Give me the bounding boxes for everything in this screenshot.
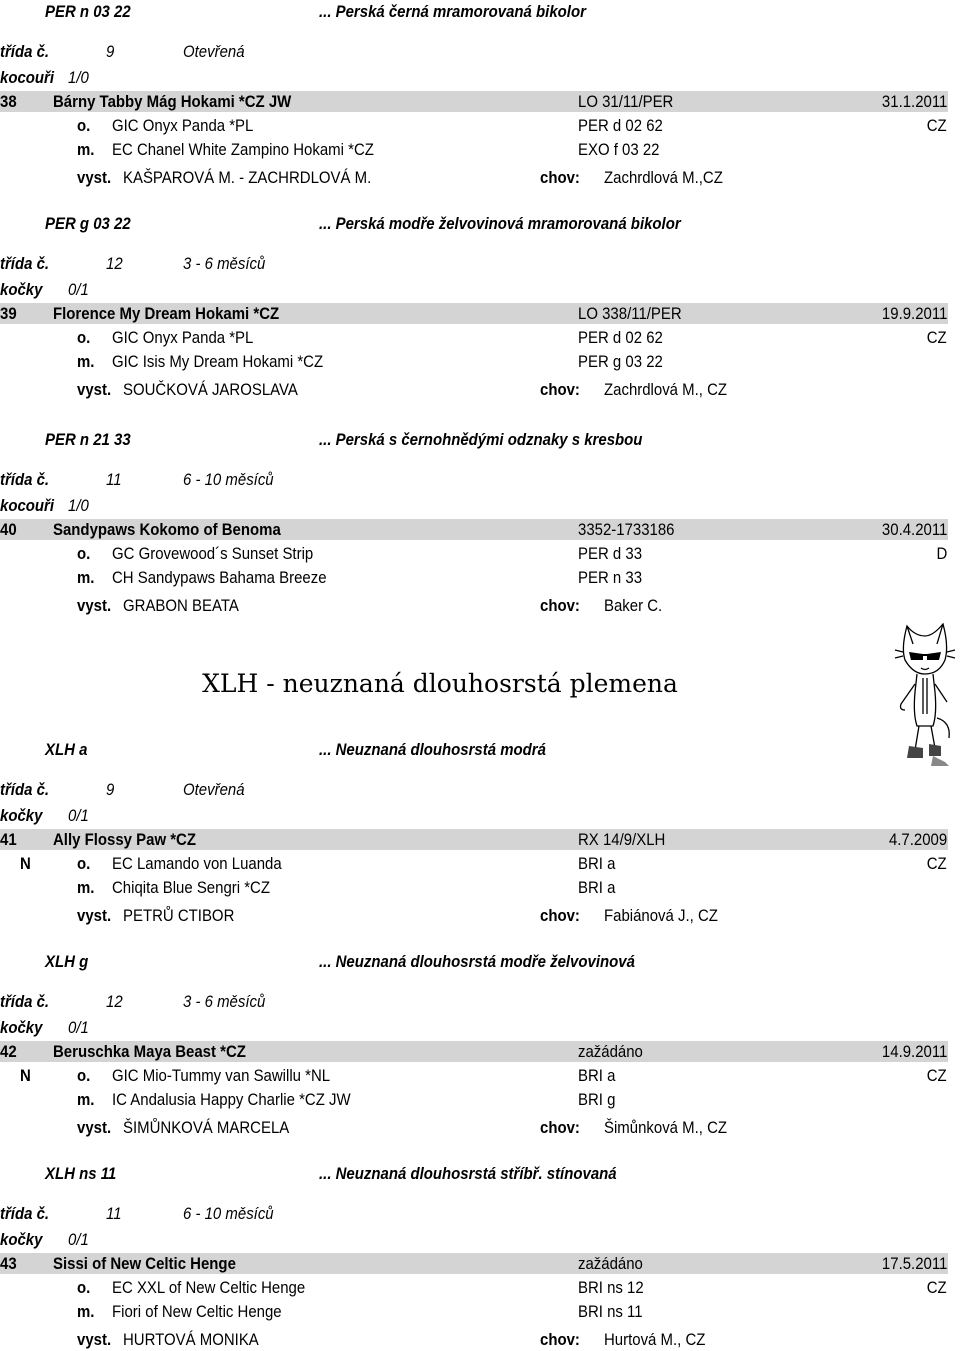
entry-registration: LO 31/11/PER bbox=[578, 92, 674, 111]
entry-number: 38 bbox=[0, 92, 17, 111]
breeder-label: vyst. bbox=[77, 1330, 112, 1349]
class-label: třída č. bbox=[0, 992, 50, 1011]
entry-cat-name: Bárny Tabby Mág Hokami *CZ JW bbox=[53, 92, 292, 111]
father-label: o. bbox=[77, 544, 91, 563]
sex-count: 0/1 bbox=[68, 806, 89, 825]
father-ems: PER d 02 62 bbox=[578, 116, 663, 135]
mother-label: m. bbox=[77, 1302, 95, 1321]
sex-count: 0/1 bbox=[68, 280, 89, 299]
class-number: 9 bbox=[106, 780, 115, 799]
mother-name: Chiqita Blue Sengri *CZ bbox=[112, 878, 270, 897]
entry-cat-name: Florence My Dream Hokami *CZ bbox=[53, 304, 280, 323]
breed-code: XLH ns 11 bbox=[45, 1164, 117, 1183]
sex-label: kocouři bbox=[0, 68, 55, 87]
father-label: o. bbox=[77, 116, 91, 135]
class-name: 3 - 6 měsíců bbox=[183, 992, 266, 1011]
entry-birth-date: 19.9.2011 bbox=[881, 304, 947, 323]
class-label: třída č. bbox=[0, 780, 50, 799]
owner-label: chov: bbox=[540, 1118, 580, 1137]
sex-label: kocouři bbox=[0, 496, 55, 515]
breeder-name: KAŠPAROVÁ M. - ZACHRDLOVÁ M. bbox=[123, 168, 372, 187]
father-country: CZ bbox=[927, 1066, 947, 1085]
class-number: 9 bbox=[106, 42, 115, 61]
entry-number: 43 bbox=[0, 1254, 17, 1273]
mother-ems: BRI a bbox=[578, 878, 616, 897]
owner-name: Baker C. bbox=[604, 596, 663, 615]
entry-mark: N bbox=[20, 854, 31, 873]
father-country: CZ bbox=[927, 854, 947, 873]
mother-ems: PER n 33 bbox=[578, 568, 643, 587]
mother-ems: PER g 03 22 bbox=[578, 352, 663, 371]
father-label: o. bbox=[77, 1066, 91, 1085]
class-number: 11 bbox=[106, 470, 122, 489]
class-number: 11 bbox=[106, 1204, 122, 1223]
class-label: třída č. bbox=[0, 42, 50, 61]
father-name: GC Grovewood´s Sunset Strip bbox=[112, 544, 314, 563]
father-country: CZ bbox=[927, 116, 947, 135]
entry-registration: LO 338/11/PER bbox=[578, 304, 682, 323]
breeder-label: vyst. bbox=[77, 168, 112, 187]
entry-cat-name: Ally Flossy Paw *CZ bbox=[53, 830, 196, 849]
father-ems: BRI ns 12 bbox=[578, 1278, 644, 1297]
mother-label: m. bbox=[77, 352, 95, 371]
class-number: 12 bbox=[106, 992, 123, 1011]
class-name: 3 - 6 měsíců bbox=[183, 254, 266, 273]
entry-birth-date: 31.1.2011 bbox=[881, 92, 947, 111]
mother-label: m. bbox=[77, 140, 95, 159]
entry-registration: RX 14/9/XLH bbox=[578, 830, 666, 849]
sex-count: 1/0 bbox=[68, 68, 89, 87]
breeder-label: vyst. bbox=[77, 380, 112, 399]
entry-registration: zažádáno bbox=[578, 1254, 643, 1273]
owner-label: chov: bbox=[540, 596, 580, 615]
entry-birth-date: 17.5.2011 bbox=[881, 1254, 947, 1273]
mother-name: Fiori of New Celtic Henge bbox=[112, 1302, 282, 1321]
mother-label: m. bbox=[77, 568, 95, 587]
father-name: EC Lamando von Luanda bbox=[112, 854, 282, 873]
class-name: Otevřená bbox=[183, 780, 245, 799]
breed-description: ... Neuznaná dlouhosrstá modře želvovinová bbox=[319, 952, 635, 971]
breeder-name: PETRŮ CTIBOR bbox=[123, 906, 235, 925]
sex-label: kočky bbox=[0, 806, 43, 825]
owner-label: chov: bbox=[540, 380, 580, 399]
sex-count: 0/1 bbox=[68, 1230, 89, 1249]
entry-number: 39 bbox=[0, 304, 17, 323]
sex-label: kočky bbox=[0, 1018, 43, 1037]
breeder-label: vyst. bbox=[77, 1118, 112, 1137]
breed-code: XLH g bbox=[45, 952, 89, 971]
entry-mark: N bbox=[20, 1066, 31, 1085]
class-label: třída č. bbox=[0, 470, 50, 489]
breed-code: XLH a bbox=[45, 740, 88, 759]
mother-label: m. bbox=[77, 1090, 95, 1109]
sex-count: 1/0 bbox=[68, 496, 89, 515]
breed-description: ... Perská s černohnědými odznaky s kresbou bbox=[319, 430, 643, 449]
entry-number: 42 bbox=[0, 1042, 17, 1061]
mother-name: GIC Isis My Dream Hokami *CZ bbox=[112, 352, 324, 371]
owner-name: Šimůnková M., CZ bbox=[604, 1118, 728, 1137]
breed-description: ... Perská modře želvovinová mramorovaná bikolor bbox=[319, 214, 681, 233]
mother-name: CH Sandypaws Bahama Breeze bbox=[112, 568, 327, 587]
father-ems: PER d 02 62 bbox=[578, 328, 663, 347]
class-label: třída č. bbox=[0, 1204, 50, 1223]
father-country: CZ bbox=[927, 328, 947, 347]
class-number: 12 bbox=[106, 254, 123, 273]
mother-name: EC Chanel White Zampino Hokami *CZ bbox=[112, 140, 374, 159]
owner-name: Zachrdlová M.,CZ bbox=[604, 168, 723, 187]
breed-description: ... Neuznaná dlouhosrstá stříbř. stínovaná bbox=[319, 1164, 617, 1183]
entry-number: 40 bbox=[0, 520, 17, 539]
father-ems: PER d 33 bbox=[578, 544, 643, 563]
father-label: o. bbox=[77, 854, 91, 873]
class-name: 6 - 10 měsíců bbox=[183, 1204, 274, 1223]
father-name: EC XXL of New Celtic Henge bbox=[112, 1278, 306, 1297]
breeder-label: vyst. bbox=[77, 906, 112, 925]
entry-birth-date: 4.7.2009 bbox=[888, 830, 947, 849]
mother-label: m. bbox=[77, 878, 95, 897]
entry-registration: zažádáno bbox=[578, 1042, 643, 1061]
owner-label: chov: bbox=[540, 1330, 580, 1349]
father-country: D bbox=[936, 544, 947, 563]
father-name: GIC Onyx Panda *PL bbox=[112, 116, 254, 135]
entry-birth-date: 14.9.2011 bbox=[881, 1042, 947, 1061]
owner-label: chov: bbox=[540, 168, 580, 187]
mother-ems: EXO f 03 22 bbox=[578, 140, 660, 159]
breed-code: PER g 03 22 bbox=[45, 214, 131, 233]
father-ems: BRI a bbox=[578, 854, 616, 873]
owner-label: chov: bbox=[540, 906, 580, 925]
owner-name: Fabiánová J., CZ bbox=[604, 906, 718, 925]
class-name: 6 - 10 měsíců bbox=[183, 470, 274, 489]
owner-name: Zachrdlová M., CZ bbox=[604, 380, 728, 399]
owner-name: Hurtová M., CZ bbox=[604, 1330, 706, 1349]
mother-ems: BRI ns 11 bbox=[578, 1302, 643, 1321]
breed-description: ... Neuznaná dlouhosrstá modrá bbox=[319, 740, 546, 759]
class-name: Otevřená bbox=[183, 42, 245, 61]
father-country: CZ bbox=[927, 1278, 947, 1297]
mother-name: IC Andalusia Happy Charlie *CZ JW bbox=[112, 1090, 351, 1109]
sex-label: kočky bbox=[0, 1230, 43, 1249]
entry-cat-name: Sandypaws Kokomo of Benoma bbox=[53, 520, 281, 539]
entry-registration: 3352-1733186 bbox=[578, 520, 675, 539]
breeder-name: ŠIMŮNKOVÁ MARCELA bbox=[123, 1118, 290, 1137]
entry-birth-date: 30.4.2011 bbox=[881, 520, 947, 539]
entry-cat-name: Beruschka Maya Beast *CZ bbox=[53, 1042, 246, 1061]
mother-ems: BRI g bbox=[578, 1090, 616, 1109]
breed-code: PER n 03 22 bbox=[45, 2, 131, 21]
sex-count: 0/1 bbox=[68, 1018, 89, 1037]
father-name: GIC Mio-Tummy van Sawillu *NL bbox=[112, 1066, 331, 1085]
breed-description: ... Perská černá mramorovaná bikolor bbox=[319, 2, 586, 21]
father-label: o. bbox=[77, 328, 91, 347]
breeder-name: GRABON BEATA bbox=[123, 596, 239, 615]
sex-label: kočky bbox=[0, 280, 43, 299]
breeder-name: SOUČKOVÁ JAROSLAVA bbox=[123, 380, 298, 399]
group-heading: XLH - neuznaná dlouhosrstá plemena bbox=[202, 669, 678, 698]
breed-code: PER n 21 33 bbox=[45, 430, 131, 449]
breeder-label: vyst. bbox=[77, 596, 112, 615]
father-ems: BRI a bbox=[578, 1066, 616, 1085]
cartoon-cat-with-sunglasses-icon bbox=[893, 618, 957, 768]
entry-number: 41 bbox=[0, 830, 17, 849]
father-label: o. bbox=[77, 1278, 91, 1297]
entry-cat-name: Sissi of New Celtic Henge bbox=[53, 1254, 236, 1273]
class-label: třída č. bbox=[0, 254, 50, 273]
father-name: GIC Onyx Panda *PL bbox=[112, 328, 254, 347]
breeder-name: HURTOVÁ MONIKA bbox=[123, 1330, 259, 1349]
